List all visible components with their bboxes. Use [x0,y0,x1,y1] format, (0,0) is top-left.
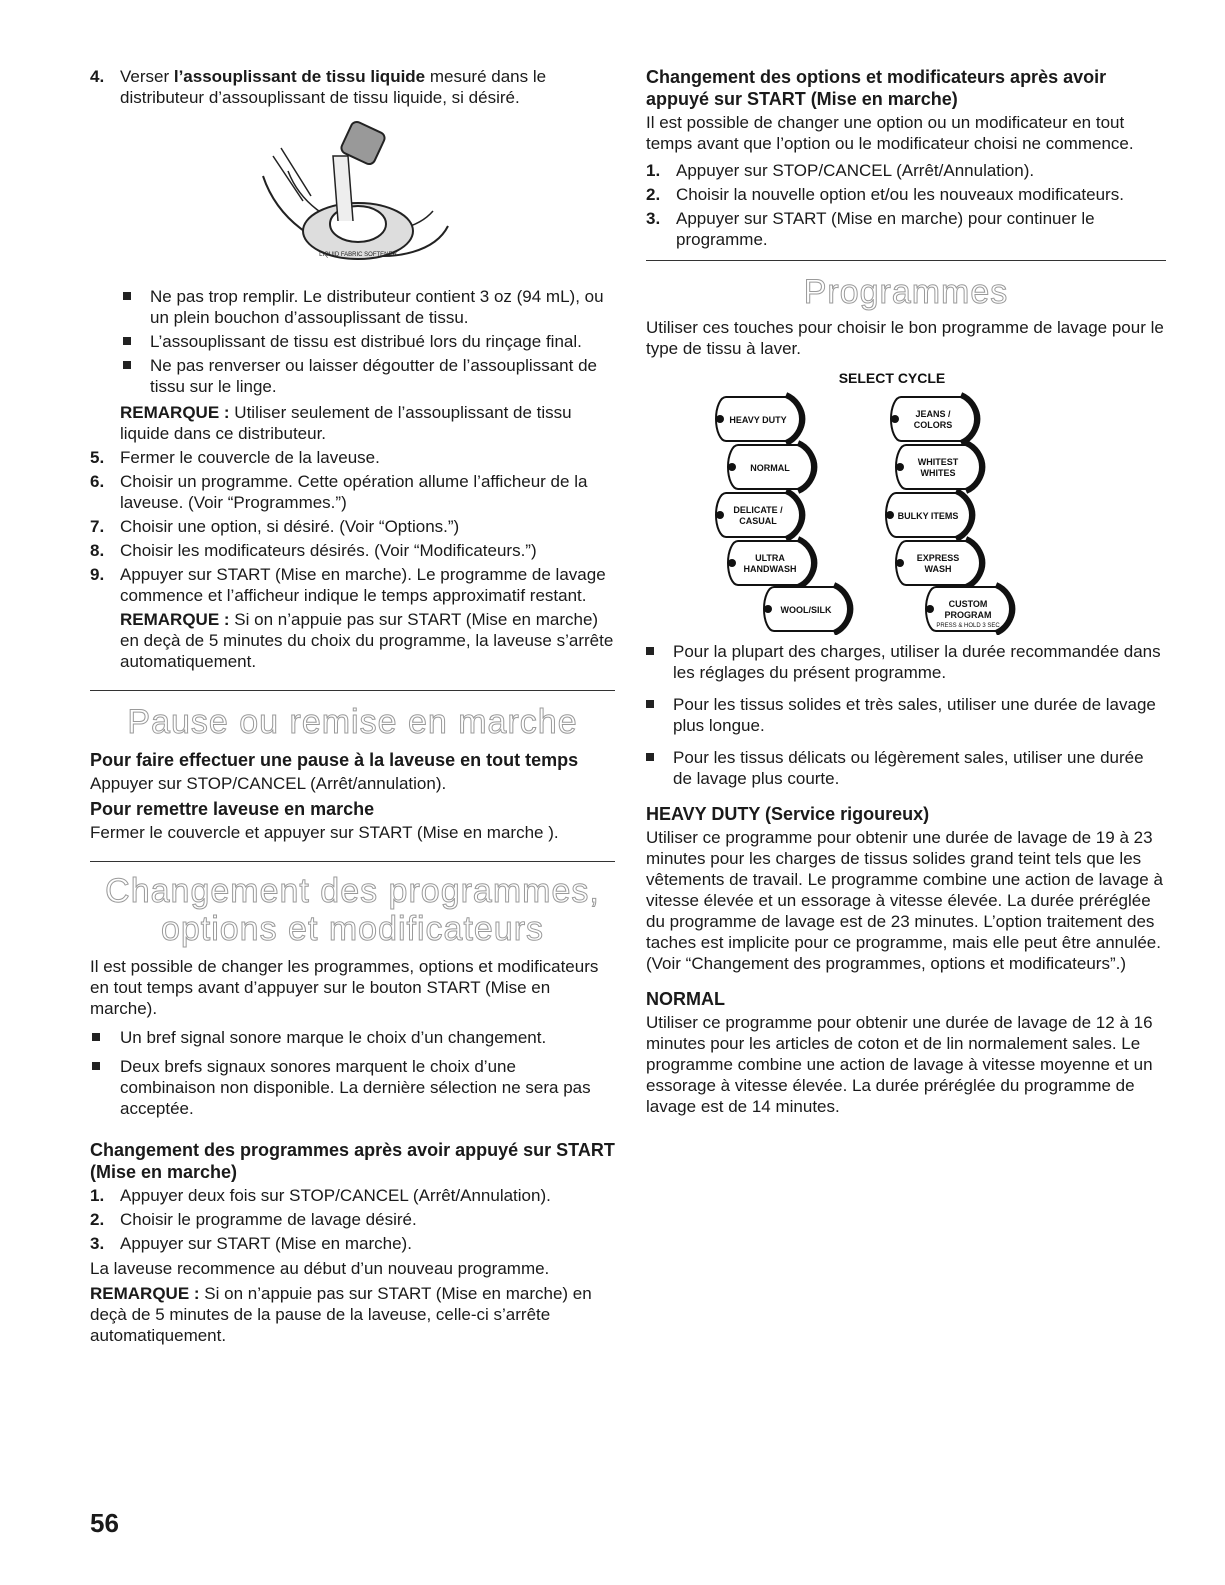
cycle-button-custom-program[interactable] [926,585,1014,633]
note: REMARQUE : Si on n’appuie pas sur START (Mise en marche) en deçà de 5 minutes de la pause de la laveuse, celle-ci s’arrête automatiquement. [90,1284,592,1345]
left-column [90,66,615,1349]
section-title-pause: Pause ou remise en marche [127,703,578,741]
subheading-heavy-duty: HEAVY DUTY (Service rigoureux) [646,804,930,824]
paragraph: Utiliser ce programme pour obtenir une durée de lavage de 19 à 23 minutes pour les charges de tissus solides grand teint tels que les vêtements de travail. Le programme combine une action de lavage à vitesse élevée et un essorage à vitesse élevée. La durée préréglée du programme de lavage est de 23 minutes. L’option traitement des taches est implicite pour ce programme, mais elle peut être annulée. (Voir “Changement des programmes, options et modificateurs”.) [646,828,1163,973]
subheading: Pour faire effectuer une pause à la laveuse en tout temps [90,750,579,770]
step-9: 9. Appuyer sur START (Mise en marche). Le programme de lavage commence et l’afficheur indique le temps approximatif restant. [90,565,606,605]
section-title-change-1: Changement des programmes, [105,872,600,910]
bullet-square-icon [123,292,131,300]
option-step-2: 2. Choisir la nouvelle option et/ou les nouveaux modificateurs. [646,185,1124,204]
list-item: Pour la plupart des charges, utiliser la durée recommandée dans les réglages du présent programme. [646,641,1166,683]
cycle-indicator-dot [926,605,934,613]
cycle-indicator-dot [896,463,904,471]
bullet-square-icon [646,647,654,655]
cycle-indicator-dot [886,511,894,519]
cycle-indicator-dot [764,605,772,613]
bullet-square-icon [92,1062,100,1070]
page-number: 56 [90,1508,119,1538]
list-item: Ne pas trop remplir. Le distributeur contient 3 oz (94 mL), ou un plein bouchon d’assouplissant de tissu. [90,286,615,328]
cycle-button-delicate-casual[interactable] [716,491,804,539]
step-7: 7. Choisir une option, si désiré. (Voir “Options.”) [90,517,460,536]
divider [90,690,615,691]
divider [90,861,615,862]
cycle-button-label: NORMAL [750,463,790,473]
list-item: Deux brefs signaux sonores marquent le choix d’une combinaison non disponible. La dernière sélection ne sera pas acceptée. [90,1056,615,1119]
cycle-button-wool-silk[interactable] [764,585,852,633]
cycle-button-heavy-duty[interactable] [716,395,804,443]
cycle-indicator-dot [896,559,904,567]
cycle-indicator-dot [728,463,736,471]
custom-program-hint: PRESS & HOLD 3 SEC [936,623,1000,629]
option-step-3: 3. Appuyer sur START (Mise en marche) pour continuer le programme. [646,209,1095,249]
right-column [646,66,1166,1120]
list-item: L’assouplissant de tissu est distribué lors du rinçage final. [90,331,615,352]
subheading-normal: NORMAL [646,989,725,1009]
cycle-button-ultra-handwash[interactable] [728,539,816,587]
cycle-button-jeans-colors[interactable] [891,395,979,443]
bullet-square-icon [646,753,654,761]
cycle-indicator-dot [891,415,899,423]
list-item: Pour les tissus délicats ou légèrement sales, utiliser une durée de lavage plus courte. [646,747,1166,789]
cycle-indicator-dot [716,511,724,519]
list-item: Pour les tissus solides et très sales, utiliser une durée de lavage plus longue. [646,694,1166,736]
section-title-change-2: options et modificateurs [160,910,545,948]
bullet-square-icon [123,361,131,369]
bullet-square-icon [646,700,654,708]
cycle-button-label: BULKY ITEMS [897,511,959,521]
subheading: Changement des options et modificateurs après avoir appuyé sur START (Mise en marche) [646,67,1107,109]
cycle-button-label: WHITES [920,468,956,478]
cycle-button-label: EXPRESS [916,553,960,563]
step-4: 4. Verser l’assouplissant de tissu liquide mesuré dans le distributeur d’assouplissant de tissu liquide, si désiré. [90,67,547,107]
section-title-programmes: Programmes [803,273,1009,311]
paragraph: Appuyer sur STOP/CANCEL (Arrêt/annulation). [90,774,447,793]
select-cycle-label: SELECT CYCLE [838,370,946,386]
cycle-button-label: CUSTOM [948,599,988,609]
select-cycle-panel [646,365,1166,635]
divider [646,260,1166,261]
step-8: 8. Choisir les modificateurs désirés. (Voir “Modificateurs.”) [90,541,537,560]
cycle-button-express-wash[interactable] [896,539,984,587]
cycle-button-label: WOOL/SILK [780,605,832,615]
paragraph: Fermer le couvercle et appuyer sur START (Mise en marche ). [90,823,559,842]
subheading: Changement des programmes après avoir appuyé sur START (Mise en marche) [90,1140,615,1182]
cycle-button-label: WASH [924,564,952,574]
cycle-button-label: ULTRA [755,553,785,563]
cycle-button-bulky-items[interactable] [886,491,974,539]
cycle-button-label: WHITEST [917,457,959,467]
bullet-square-icon [92,1033,100,1041]
cycle-button-label: JEANS / [915,409,951,419]
note: REMARQUE : Utiliser seulement de l’assouplissant de tissu liquide dans ce distributeur. [120,403,572,443]
cycle-button-label: COLORS [913,420,953,430]
cycle-button-whitest-whites[interactable] [896,443,984,491]
note: REMARQUE : Si on n’appuie pas sur START (Mise en marche) en deçà de 5 minutes du choix du programme, la laveuse s’arrête automatiquement. [120,610,614,671]
cycle-button-label: CASUAL [739,516,777,526]
fabric-softener-dispenser-illustration [253,116,453,276]
list-item: Ne pas renverser ou laisser dégoutter de l’assouplissant de tissu sur le linge. [90,355,615,397]
subheading: Pour remettre laveuse en marche [90,799,375,819]
paragraph: Utiliser ces touches pour choisir le bon programme de lavage pour le type de tissu à laver. [646,318,1164,358]
change-step-2: 2. Choisir le programme de lavage désiré. [90,1210,417,1229]
list-item: Un bref signal sonore marque le choix d’un changement. [90,1027,615,1048]
cycle-button-normal[interactable] [728,443,816,491]
cycle-indicator-dot [728,559,736,567]
step-6: 6. Choisir un programme. Cette opération allume l’afficheur de la laveuse. (Voir “Programmes.”) [90,472,588,512]
cycle-button-label: DELICATE / [733,505,783,515]
change-step-3: 3. Appuyer sur START (Mise en marche). [90,1234,412,1253]
cycle-indicator-dot [716,415,724,423]
option-step-1: 1. Appuyer sur STOP/CANCEL (Arrêt/Annulation). [646,161,1035,180]
paragraph: Il est possible de changer les programmes, options et modificateurs en tout temps avant d’appuyer sur le bouton START (Mise en marche). [90,957,599,1018]
bullet-square-icon [123,337,131,345]
paragraph: La laveuse recommence au début d’un nouveau programme. [90,1259,550,1278]
cycle-button-label: HANDWASH [743,564,797,574]
step-number: 4. [90,67,105,86]
paragraph: Il est possible de changer une option ou un modificateur en tout temps avant que l’option ou le modificateur choisi ne commence. [646,113,1134,153]
cycle-button-label: HEAVY DUTY [729,415,787,425]
change-step-1: 1. Appuyer deux fois sur STOP/CANCEL (Arrêt/Annulation). [90,1186,551,1205]
paragraph: Utiliser ce programme pour obtenir une durée de lavage de 12 à 16 minutes pour les articles de coton et de lin normalement sales. Le programme combine une action de lavage à vitesse moyenne et un essorage à vitesse élevée. La durée préréglée du programme de lavage est de 14 minutes. [646,1013,1153,1116]
step-5: 5. Fermer le couvercle de la laveuse. [90,448,380,467]
cycle-button-label: PROGRAM [944,610,992,620]
dispenser-label: LIQUID FABRIC SOFTENER [318,252,397,258]
